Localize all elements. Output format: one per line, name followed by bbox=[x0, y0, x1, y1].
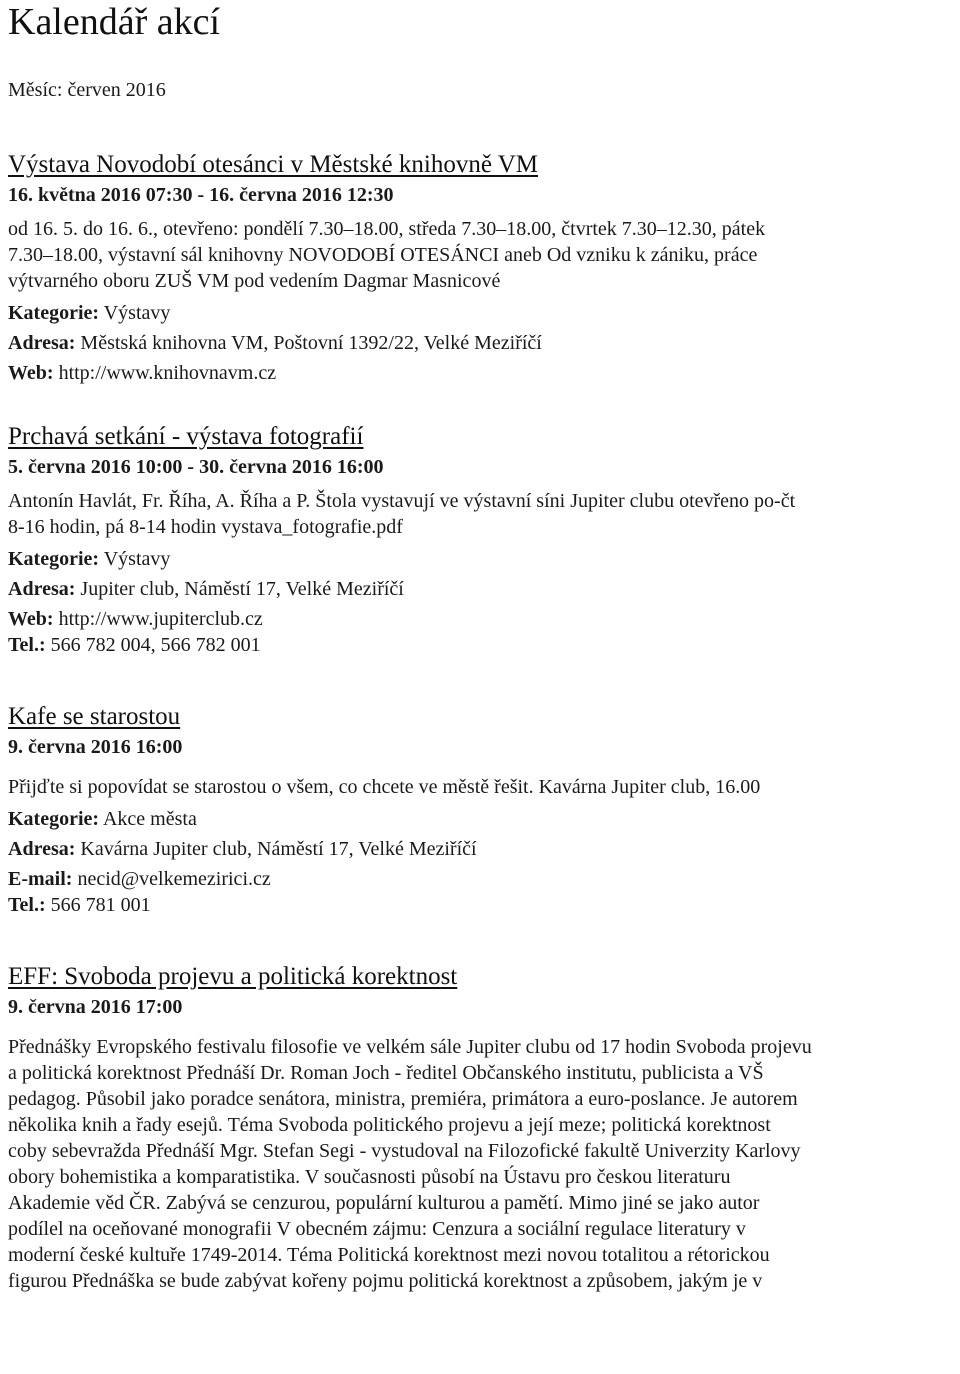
email-link[interactable]: necid@velkemezirici.cz bbox=[77, 868, 271, 890]
description-line: Přijďte si popovídat se starostou o všem, co chcete ve městě řešit. Kavárna Jupiter club, 16.00 bbox=[8, 776, 761, 798]
description-line: obory bohemistika a komparatistika. V současnosti působí na Ústavu pro českou literaturu bbox=[8, 1166, 731, 1188]
description-line: podílel na oceňované monografii V obecném zájmu: Cenzura a sociální regulace literatury v bbox=[8, 1218, 746, 1240]
description-line: Akademie věd ČR. Zabývá se cenzurou, populární kulturou a pamětí. Mimo jiné se jako autor bbox=[8, 1192, 760, 1214]
event-item bbox=[8, 150, 958, 386]
event-title-link[interactable]: Kafe se starostou bbox=[8, 703, 181, 730]
web-label: Web: bbox=[8, 362, 54, 384]
event-item bbox=[8, 422, 958, 658]
description-line: a politická korektnost Přednáší Dr. Roman Joch - ředitel Občanského institutu, publicista a VŠ bbox=[8, 1062, 764, 1084]
web-label: Web: bbox=[8, 608, 54, 630]
category-label: Kategorie: bbox=[8, 302, 100, 324]
page-title: Kalendář akcí bbox=[8, 1, 221, 43]
description-line: figurou Přednáška se bude zabývat kořeny pojmu politická korektnost a způsobem, jakým je v bbox=[8, 1270, 763, 1292]
category-label: Kategorie: bbox=[8, 548, 100, 570]
phone-value: 566 781 001 bbox=[50, 894, 151, 916]
description-line: 8-16 hodin, pá 8-14 hodin vystava_fotografie.pdf bbox=[8, 516, 403, 538]
email-label: E-mail: bbox=[8, 868, 73, 890]
phone-value: 566 782 004, 566 782 001 bbox=[50, 634, 261, 656]
description-line: 7.30–18.00, výstavní sál knihovny NOVODOBÍ OTESÁNCI aneb Od vzniku k zániku, práce bbox=[8, 244, 758, 266]
description-line: pedagog. Působil jako poradce senátora, ministra, premiéra, primátora a euro-poslance. Je autorem bbox=[8, 1088, 798, 1110]
category-label: Kategorie: bbox=[8, 808, 100, 830]
address-value: Městská knihovna VM, Poštovní 1392/22, Velké Meziříčí bbox=[80, 332, 542, 354]
event-phone bbox=[8, 892, 958, 918]
event-web bbox=[8, 606, 958, 632]
event-item bbox=[8, 962, 958, 1294]
event-description bbox=[8, 774, 958, 800]
event-address bbox=[8, 576, 958, 602]
event-item bbox=[8, 702, 958, 918]
category-value: Výstavy bbox=[103, 548, 171, 570]
calendar-page bbox=[8, 0, 958, 1294]
event-web bbox=[8, 360, 958, 386]
address-label: Adresa: bbox=[8, 838, 76, 860]
event-date: 9. června 2016 16:00 bbox=[8, 736, 183, 758]
phone-label: Tel.: bbox=[8, 894, 46, 916]
description-line: od 16. 5. do 16. 6., otevřeno: pondělí 7.30–18.00, středa 7.30–18.00, čtvrtek 7.30–12.30, pátek bbox=[8, 218, 766, 240]
event-date: 16. května 2016 07:30 - 16. června 2016 12:30 bbox=[8, 184, 394, 206]
event-description bbox=[8, 216, 958, 294]
event-title-link[interactable]: Prchavá setkání - výstava fotografií bbox=[8, 423, 364, 450]
event-phone bbox=[8, 632, 958, 658]
description-line: výtvarného oboru ZUŠ VM pod vedením Dagmar Masnicové bbox=[8, 270, 501, 292]
description-line: moderní české kultuře 1749-2014. Téma Politická korektnost mezi novou totalitou a rétorickou bbox=[8, 1244, 770, 1266]
event-address bbox=[8, 836, 958, 862]
address-value: Jupiter club, Náměstí 17, Velké Meziříčí bbox=[80, 578, 404, 600]
description-line: Přednášky Evropského festivalu filosofie ve velkém sále Jupiter clubu od 17 hodin Svoboda projevu bbox=[8, 1036, 812, 1058]
phone-label: Tel.: bbox=[8, 634, 46, 656]
category-value: Akce města bbox=[102, 808, 197, 830]
event-category bbox=[8, 546, 958, 572]
event-category bbox=[8, 300, 958, 326]
month-value: červen 2016 bbox=[67, 79, 166, 101]
event-address bbox=[8, 330, 958, 356]
address-label: Adresa: bbox=[8, 578, 76, 600]
address-label: Adresa: bbox=[8, 332, 76, 354]
address-value: Kavárna Jupiter club, Náměstí 17, Velké Meziříčí bbox=[80, 838, 477, 860]
category-value: Výstavy bbox=[103, 302, 171, 324]
event-description bbox=[8, 1034, 958, 1294]
month-label: Měsíc: bbox=[8, 79, 63, 101]
description-line: několika knih a řady esejů. Téma Svoboda politického projevu a její meze; politická korektnost bbox=[8, 1114, 771, 1136]
event-title-link[interactable]: Výstava Novodobí otesánci v Městské knihovně VM bbox=[8, 151, 539, 178]
description-line: Antonín Havlát, Fr. Říha, A. Říha a P. Štola vystavují ve výstavní síni Jupiter clubu otevřeno po-čt bbox=[8, 490, 796, 512]
event-email bbox=[8, 866, 958, 892]
description-line: coby sebevražda Přednáší Mgr. Stefan Segi - vystudoval na Filozofické fakultě Univerzity Karlovy bbox=[8, 1140, 801, 1162]
event-title-link[interactable]: EFF: Svoboda projevu a politická korektnost bbox=[8, 963, 458, 990]
web-link[interactable]: http://www.jupiterclub.cz bbox=[58, 608, 263, 630]
web-link[interactable]: http://www.knihovnavm.cz bbox=[58, 362, 277, 384]
event-date: 9. června 2016 17:00 bbox=[8, 996, 183, 1018]
event-date: 5. června 2016 10:00 - 30. června 2016 16:00 bbox=[8, 456, 384, 478]
month-line bbox=[8, 78, 958, 102]
event-description bbox=[8, 488, 958, 540]
event-category bbox=[8, 806, 958, 832]
